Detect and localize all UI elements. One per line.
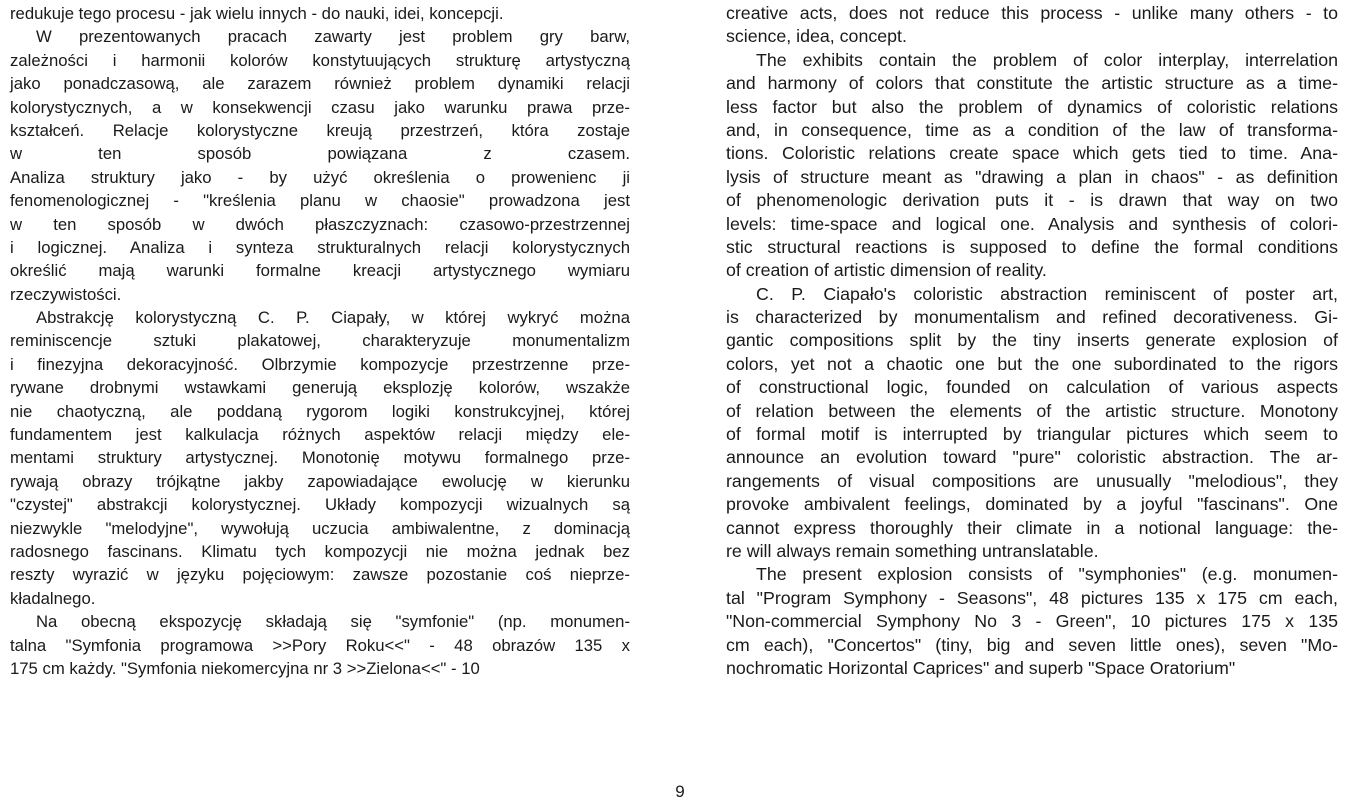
text-line: of creation of artistic dimension of reality. — [726, 260, 1047, 281]
text-line: określić mają warunki formalne kreacji artystycznego wymiaru — [10, 261, 630, 281]
text-line: rangements of visual compositions are unusually "melodious", they — [726, 470, 1338, 491]
text-line: nochromatic Horizontal Caprices" and superb "Space Oratorium" — [726, 657, 1236, 678]
text-line: cm each), "Concertos" (tiny, big and seven little ones), seven "Mo- — [726, 634, 1338, 655]
text-line: lysis of structure meant as "drawing a plan in chaos" - as definition — [726, 166, 1338, 187]
text-line: rywane drobnymi wstawkami generują eksplozję kolorów, wszakże — [10, 378, 630, 398]
text-line: Abstrakcję kolorystyczną C. P. Ciapały, w której wykryć można — [36, 308, 630, 328]
text-line: gantic compositions split by the tiny inserts generate explosion of — [726, 330, 1338, 351]
text-line: stic structural reactions is supposed to define the formal conditions — [726, 236, 1338, 257]
text-line: The exhibits contain the problem of color interplay, interrelation — [756, 49, 1338, 70]
text-line: announce an evolution toward "pure" coloristic abstraction. The ar- — [726, 447, 1338, 468]
text-line: fenomenologicznej - "kreślenia planu w chaosie" prowadzona jest — [10, 191, 630, 211]
text-line: Analiza struktury jako - by użyć określenia o prowenienc ji — [10, 167, 630, 187]
left-text-column-polish — [10, 2, 630, 680]
text-line: kładalnego. — [10, 588, 96, 608]
text-line: provoke ambivalent feelings, dominated by a joyful "fascinans". One — [726, 494, 1338, 515]
text-line: and, in consequence, time as a condition of the law of transforma- — [726, 119, 1338, 140]
text-line: jako ponadczasową, ale zarazem również problem dynamiki relacji — [10, 74, 630, 94]
text-line: The present explosion consists of "symphonies" (e.g. monumen- — [756, 564, 1338, 585]
right-text-column-english — [726, 2, 1338, 680]
text-line: Na obecną ekspozycję składają się "symfonie" (np. monumen- — [36, 612, 630, 632]
text-line: w ten sposób powiązana z czasem. — [10, 144, 630, 164]
text-line: W prezentowanych pracach zawarty jest problem gry barw, — [36, 27, 630, 47]
text-line: is characterized by monumentalism and refined decorativeness. Gi- — [726, 307, 1338, 328]
text-line: reszty wyrazić w języku pojęciowym: zawsze pozostanie coś nieprze- — [10, 565, 630, 585]
text-line: mentami struktury artystycznej. Monotonię motywu formalnego prze- — [10, 448, 630, 468]
text-line: zależności i harmonii kolorów konstytuujących strukturę artystyczną — [10, 50, 630, 70]
text-line: "czystej" abstrakcji kolorystycznej. Układy kompozycji wizualnych są — [10, 495, 630, 515]
text-line: kolorystycznych, a w konsekwencji czasu jako warunku prawa prze- — [10, 97, 630, 117]
text-line: rywają obrazy trójkątne jakby zapowiadające ewolucję w kierunku — [10, 471, 630, 491]
text-line: "Non-commercial Symphony No 3 - Green", 10 pictures 175 x 135 — [726, 611, 1338, 632]
text-line: C. P. Ciapało's coloristic abstraction reminiscent of poster art, — [756, 283, 1338, 304]
text-line: kształceń. Relacje kolorystyczne kreują przestrzeń, która zostaje — [10, 120, 630, 140]
text-line: i logicznej. Analiza i synteza strukturalnych relacji kolorystycznych — [10, 237, 630, 257]
text-line: radosnego fascinans. Klimatu tych kompozycji nie można jednak bez — [10, 541, 630, 561]
text-line: cannot express thoroughly their climate in a notional language: the- — [726, 517, 1338, 538]
text-line: of constructional logic, founded on calculation of various aspects — [726, 377, 1338, 398]
text-line: tions. Coloristic relations create space which gets tied to time. Ana- — [726, 143, 1338, 164]
text-line: talna "Symfonia programowa >>Pory Roku<<" - 48 obrazów 135 x — [10, 635, 630, 655]
text-line: rzeczywistości. — [10, 284, 122, 304]
text-line: re will always remain something untranslatable. — [726, 540, 1099, 561]
text-line: levels: time-space and logical one. Analysis and synthesis of colori- — [726, 213, 1338, 234]
text-line: reminiscencje sztuki plakatowej, charakteryzuje monumentalizm — [10, 331, 630, 351]
text-line: fundamentem jest kalkulacja różnych aspektów relacji między ele- — [10, 425, 630, 445]
text-line: and harmony of colors that constitute the artistic structure as a time- — [726, 73, 1338, 94]
text-line: 175 cm każdy. "Symfonia niekomercyjna nr 3 >>Zielona<<" - 10 — [10, 658, 480, 678]
text-line: less factor but also the problem of dynamics of coloristic relations — [726, 96, 1338, 117]
text-line: colors, yet not a chaotic one but the one subordinated to the rigors — [726, 353, 1338, 374]
text-line: w ten sposób w dwóch płaszczyznach: czasowo-przestrzennej — [10, 214, 630, 234]
text-line: of phenomenologic derivation puts it - is drawn that way on two — [726, 190, 1338, 211]
text-line: of relation between the elements of the artistic structure. Monotony — [726, 400, 1338, 421]
text-line: redukuje tego procesu - jak wielu innych - do nauki, idei, koncepcji. — [10, 4, 504, 23]
text-line: niezwykle "melodyjne", wywołują uczucia ambiwalentne, z dominacją — [10, 518, 630, 538]
text-line: tal "Program Symphony - Seasons", 48 pictures 135 x 175 cm each, — [726, 587, 1338, 608]
page-number: 9 — [675, 782, 685, 801]
text-line: i finezyjna dekoracyjność. Olbrzymie kompozycje przestrzenne prze- — [10, 354, 630, 374]
text-line: of formal motif is interrupted by triangular pictures which seem to — [726, 424, 1338, 445]
text-line: science, idea, concept. — [726, 26, 907, 47]
text-line: creative acts, does not reduce this process - unlike many others - to — [726, 3, 1338, 23]
text-line: nie chaotyczną, ale poddaną rygorom logiki konstrukcyjnej, której — [10, 401, 630, 421]
